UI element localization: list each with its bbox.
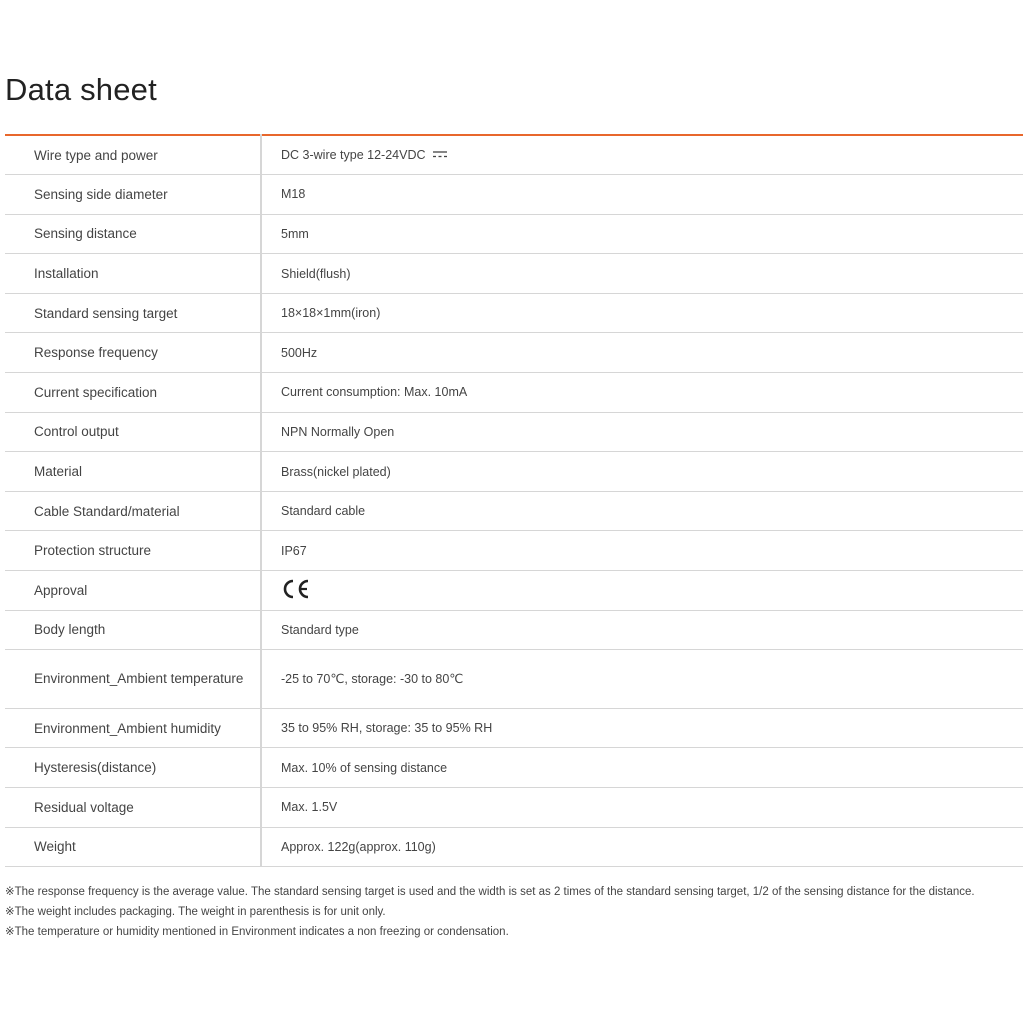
spec-value: 18×18×1mm(iron) bbox=[261, 293, 1023, 333]
spec-value: Standard type bbox=[261, 610, 1023, 650]
table-row bbox=[5, 254, 1023, 294]
table-row bbox=[5, 135, 1023, 175]
table-row bbox=[5, 491, 1023, 531]
table-row bbox=[5, 412, 1023, 452]
spec-label: Environment_Ambient humidity bbox=[5, 708, 261, 748]
spec-label: Wire type and power bbox=[5, 135, 261, 175]
spec-value: Current consumption: Max. 10mA bbox=[261, 373, 1023, 413]
table-row bbox=[5, 571, 1023, 611]
table-row bbox=[5, 214, 1023, 254]
spec-value: -25 to 70℃, storage: -30 to 80℃ bbox=[261, 650, 1023, 709]
table-row bbox=[5, 452, 1023, 492]
spec-value: IP67 bbox=[261, 531, 1023, 571]
spec-label: Weight bbox=[5, 827, 261, 867]
spec-label: Approval bbox=[5, 571, 261, 611]
spec-label: Body length bbox=[5, 610, 261, 650]
spec-value bbox=[261, 135, 1023, 175]
spec-label: Response frequency bbox=[5, 333, 261, 373]
page-title: Data sheet bbox=[5, 72, 157, 107]
spec-value: 500Hz bbox=[261, 333, 1023, 373]
footnote: ※The temperature or humidity mentioned in Environment indicates a non freezing or condensation. bbox=[5, 926, 509, 938]
spec-value: Shield(flush) bbox=[261, 254, 1023, 294]
spec-value: 35 to 95% RH, storage: 35 to 95% RH bbox=[261, 708, 1023, 748]
spec-label: Control output bbox=[5, 412, 261, 452]
footnote: ※The weight includes packaging. The weight in parenthesis is for unit only. bbox=[5, 906, 386, 918]
table-row bbox=[5, 827, 1023, 867]
table-row bbox=[5, 787, 1023, 827]
spec-value: M18 bbox=[261, 175, 1023, 215]
spec-value: Max. 1.5V bbox=[261, 787, 1023, 827]
table-row bbox=[5, 708, 1023, 748]
spec-label: Hysteresis(distance) bbox=[5, 748, 261, 788]
spec-value: Standard cable bbox=[261, 491, 1023, 531]
spec-label: Material bbox=[5, 452, 261, 492]
spec-table bbox=[5, 134, 1023, 867]
spec-label: Sensing distance bbox=[5, 214, 261, 254]
table-row bbox=[5, 373, 1023, 413]
spec-label: Sensing side diameter bbox=[5, 175, 261, 215]
table-row bbox=[5, 610, 1023, 650]
spec-label: Environment_Ambient temperature bbox=[5, 650, 261, 709]
spec-label: Standard sensing target bbox=[5, 293, 261, 333]
spec-label: Protection structure bbox=[5, 531, 261, 571]
table-row bbox=[5, 650, 1023, 709]
spec-label: Current specification bbox=[5, 373, 261, 413]
footnotes bbox=[5, 882, 1020, 942]
table-row bbox=[5, 293, 1023, 333]
table-row bbox=[5, 175, 1023, 215]
spec-value: Max. 10% of sensing distance bbox=[261, 748, 1023, 788]
spec-value: NPN Normally Open bbox=[261, 412, 1023, 452]
table-row bbox=[5, 333, 1023, 373]
spec-value: 5mm bbox=[261, 214, 1023, 254]
spec-value: Brass(nickel plated) bbox=[261, 452, 1023, 492]
footnote: ※The response frequency is the average value. The standard sensing target is used and the width is set as 2 times of the standard sensing target, 1/2 of the sensing distance for the distance. bbox=[5, 886, 975, 898]
spec-value: Approx. 122g(approx. 110g) bbox=[261, 827, 1023, 867]
spec-value bbox=[261, 571, 1023, 611]
spec-label: Cable Standard/material bbox=[5, 491, 261, 531]
ce-mark-icon bbox=[281, 578, 311, 603]
table-row bbox=[5, 748, 1023, 788]
spec-label: Installation bbox=[5, 254, 261, 294]
spec-label: Residual voltage bbox=[5, 787, 261, 827]
table-row bbox=[5, 531, 1023, 571]
dc-symbol-icon bbox=[433, 148, 447, 162]
spec-value-text: DC 3-wire type 12-24VDC bbox=[281, 147, 426, 162]
